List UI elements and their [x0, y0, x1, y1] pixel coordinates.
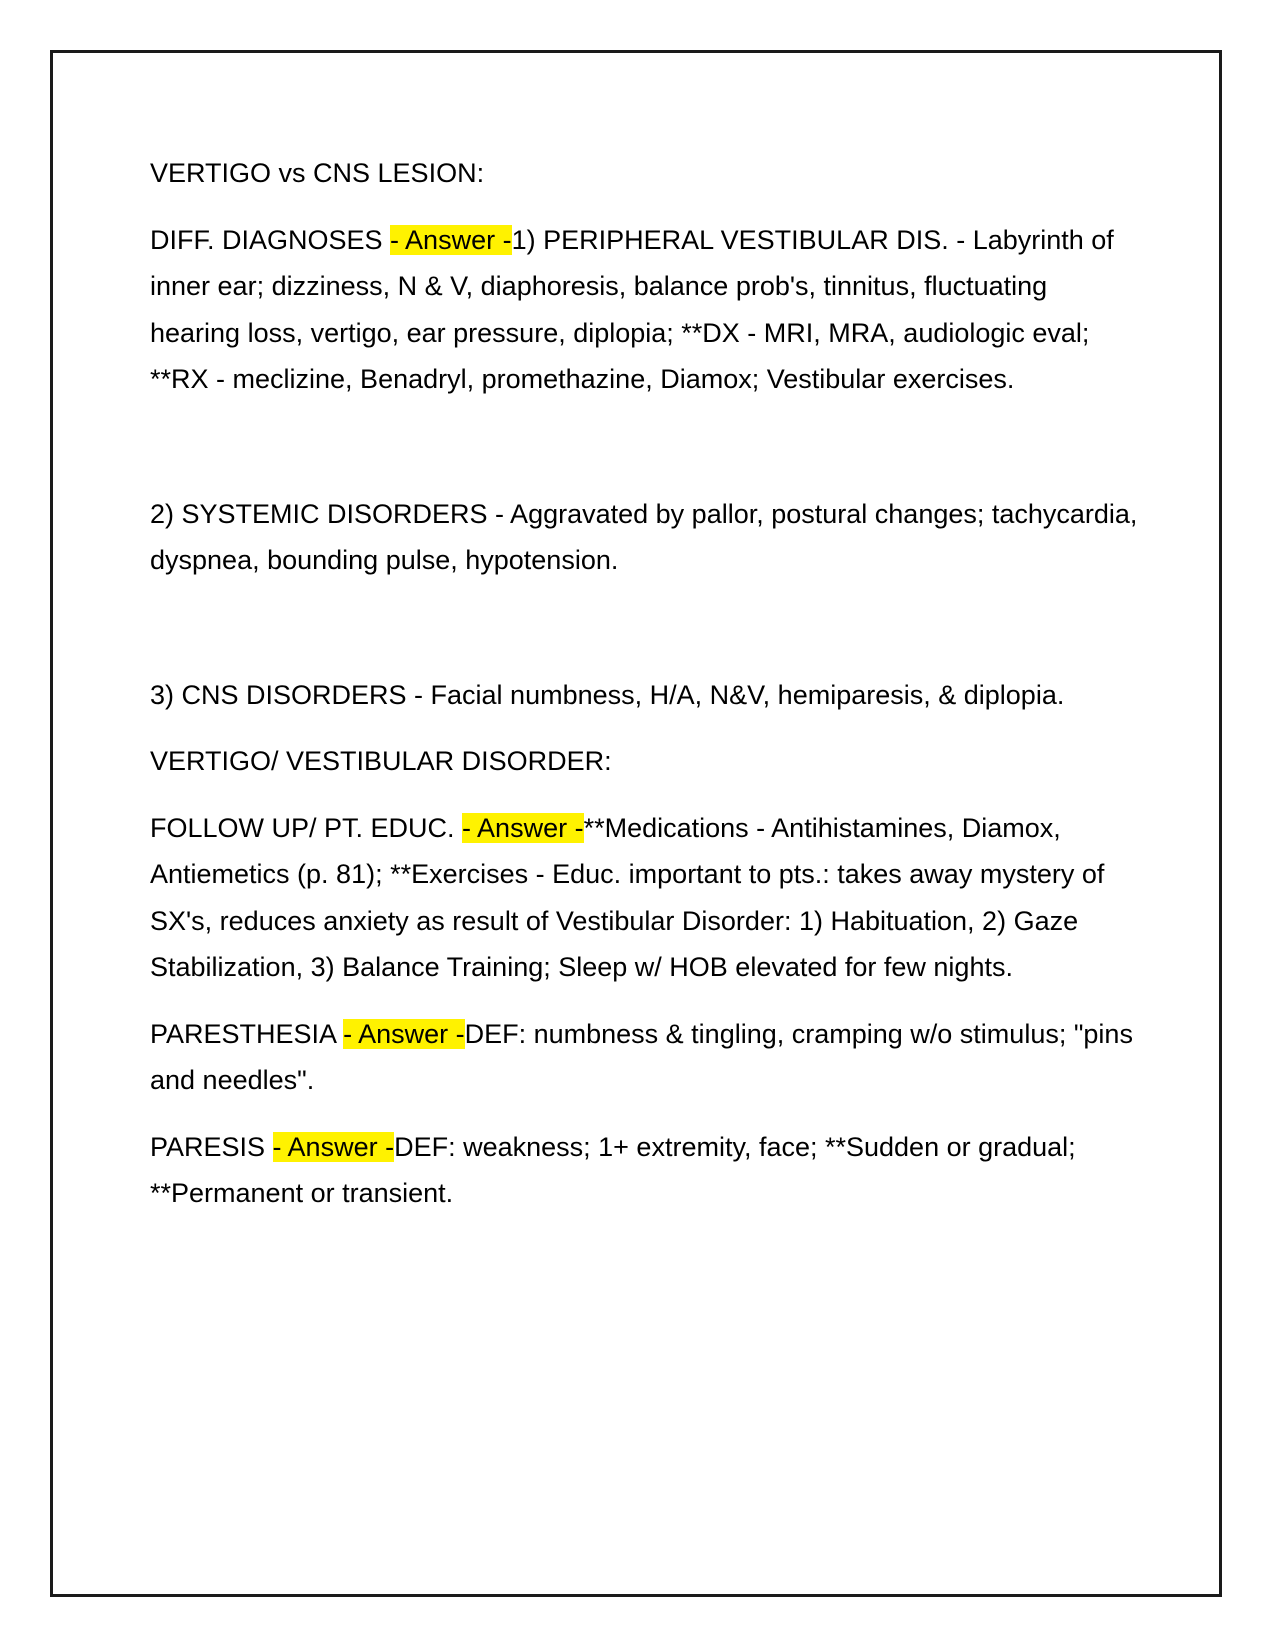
term-paresthesia: PARESTHESIA — [150, 1018, 344, 1049]
heading-vertigo-vs-cns: VERTIGO vs CNS LESION: — [150, 158, 485, 188]
term-diff-diagnoses: DIFF. DIAGNOSES — [150, 224, 391, 255]
answer-marker: - Answer - — [343, 1018, 465, 1049]
answer-text-paresis: DEF: weakness; 1+ extremity, face; **Sudden or gradual; **Permanent or transient. — [150, 1131, 1076, 1208]
entry-paresis — [150, 1124, 1140, 1217]
answer-text-diff-diagnoses: 1) PERIPHERAL VESTIBULAR DIS. - Labyrinth of inner ear; dizziness, N & V, diaphoresis, balance prob's, tinnitus, fluctuating hearing loss, vertigo, ear pressure, diplopia; **DX - MRI, MRA, audiologic eval; **RX - meclizine, Benadryl, promethazine, Diamox; Vestibular exercises. — [150, 224, 1114, 394]
answer-marker: - Answer - — [272, 1131, 395, 1162]
entry-cns-disorders: 3) CNS DISORDERS - Facial numbness, H/A, N&V, hemiparesis, & diplopia. — [150, 679, 1065, 710]
answer-text-follow-up: **Medications - Antihistamines, Diamox, Antiemetics (p. 81); **Exercises - Educ. important to pts.: takes away mystery of SX's, reduces anxiety as result of Vestibular Disorder: 1) Habituation, 2) Gaze Stabilization, 3) Balance Training; Sleep w/ HOB elevated for few nights. — [150, 812, 1105, 982]
document-body — [150, 150, 1140, 1217]
answer-marker: - Answer - — [462, 812, 584, 843]
entry-follow-up — [150, 805, 1140, 991]
term-paresis: PARESIS — [150, 1131, 273, 1162]
answer-text-paresthesia: DEF: numbness & tingling, cramping w/o stimulus; "pins and needles". — [150, 1018, 1133, 1095]
answer-marker: - Answer - — [390, 224, 512, 255]
heading-vestibular-disorder: VERTIGO/ VESTIBULAR DISORDER: — [150, 746, 612, 776]
entry-diff-diagnoses — [150, 217, 1140, 403]
entry-paresthesia — [150, 1011, 1140, 1104]
term-follow-up: FOLLOW UP/ PT. EDUC. — [150, 812, 463, 843]
entry-systemic-disorders: 2) SYSTEMIC DISORDERS - Aggravated by pallor, postural changes; tachycardia, dyspnea, bounding pulse, hypotension. — [150, 498, 1138, 575]
